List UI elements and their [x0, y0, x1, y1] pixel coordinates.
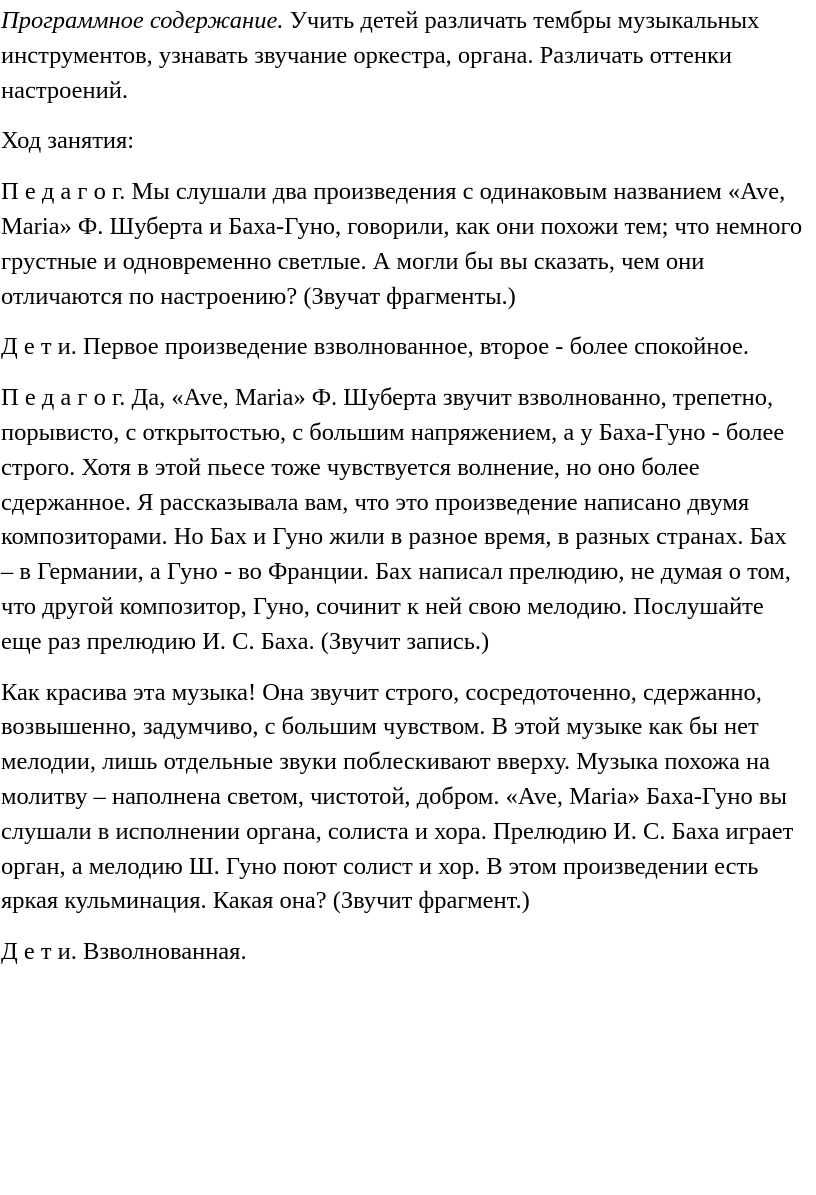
children-paragraph-2: Д е т и. Взволнованная. — [1, 938, 247, 966]
music-description-paragraph: Как красива эта музыка! Она звучит строго, сосредоточенно, сдержанно, возвышенно, задумчиво, с большим чувством. В этой музыке как бы нет мелодии, лишь отдельные звуки поблескивают вверху. Музыка похожа на молитву – наполнена светом, чистотой, добром. «Ave, Maria» Баха-Гуно вы слушали в исполнении органа, солиста и хора. Прелюдию И. С. Баха играет орган, а мелодию Ш. Гуно поют солист и хор. В этом произведении есть яркая кульминация. Какая она? (Звучит фрагмент.) — [1, 678, 794, 915]
intro-text: Учить детей различать тембры музыкальных инструментов, узнавать звучание оркестра, органа. Различать оттенки настроений. — [1, 7, 760, 104]
teacher-paragraph-2: П е д а г о г. Да, «Ave, Maria» Ф. Шуберта звучит взволнованно, трепетно, порывисто, с открытостью, с большим напряжением, а у Баха-Гуно - более строго. Хотя в этой пьесе тоже чувствуется волнение, но оно более сдержанное. Я рассказывала вам, что это произведение написано двумя композиторами. Но Бах и Гуно жили в разное время, в разных странах. Бах – в Германии, а Гуно - во Франции. Бах написал прелюдию, не думая о том, что другой композитор, Гуно, сочинит к ней свою мелодию. Послушайте еще раз прелюдию И. С. Баха. (Звучит запись.) — [1, 384, 791, 655]
lesson-heading: Ход занятия: — [1, 127, 135, 155]
intro-paragraph — [1, 4, 804, 108]
intro-label: Программное содержание. — [1, 7, 284, 34]
teacher-paragraph-1: П е д а г о г. Мы слушали два произведения с одинаковым названием «Ave, Maria» Ф. Шуберта и Баха-Гуно, говорили, как они похожи тем; что немного грустные и одновременно светлые. А могли бы вы сказать, чем они отличаются по настроению? (Звучат фрагменты.) — [1, 178, 803, 310]
children-paragraph-1: Д е т и. Первое произведение взволнованное, второе - более спокойное. — [1, 333, 749, 361]
